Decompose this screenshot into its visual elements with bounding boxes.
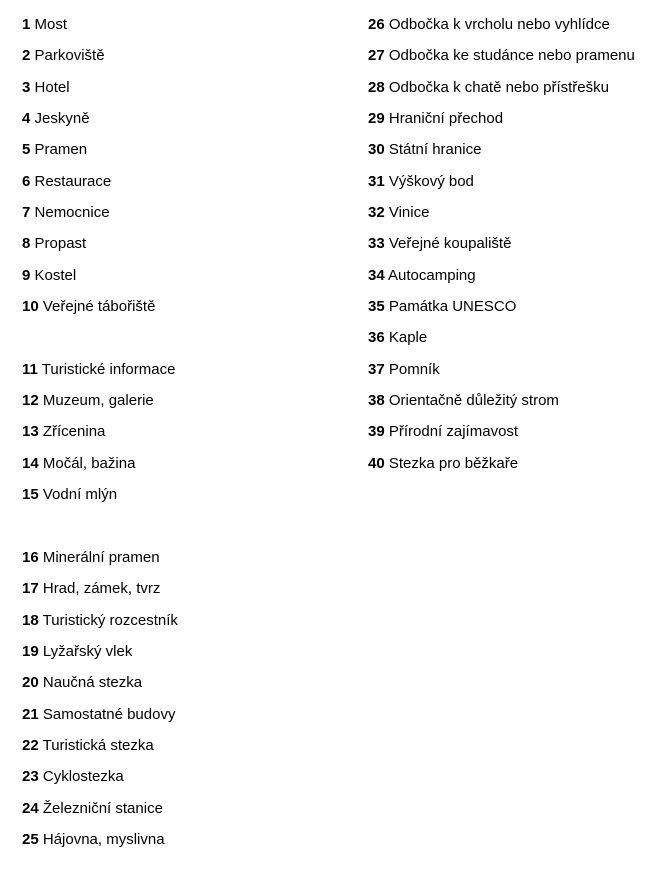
legend-item-label: Odbočka k vrcholu nebo vyhlídce xyxy=(388,16,610,33)
legend-item-label: Pomník xyxy=(388,360,440,378)
legend-item xyxy=(22,573,352,604)
legend-item xyxy=(368,103,654,134)
legend-item-number: 24 xyxy=(22,799,39,817)
legend-item xyxy=(22,72,352,103)
legend-item-number: 13 xyxy=(22,423,39,441)
legend-item xyxy=(368,72,654,103)
legend-item-label: Kaple xyxy=(388,329,428,347)
legend-item-label: Hájovna, myslivna xyxy=(42,830,165,848)
legend-item-number: 23 xyxy=(22,768,39,786)
legend-item-label: Památka UNESCO xyxy=(388,298,517,316)
legend-item xyxy=(22,9,352,40)
legend-item-label: Kostel xyxy=(34,266,77,284)
legend-item-label: Hrad, zámek, tvrz xyxy=(42,580,161,598)
legend-item xyxy=(368,40,654,71)
legend-item-number: 17 xyxy=(22,580,39,598)
legend-item-label: Odbočka k chatě nebo přístřešku xyxy=(388,78,609,96)
legend-item-number: 5 xyxy=(22,141,31,159)
legend-item xyxy=(22,134,352,165)
legend-item-label: Hotel xyxy=(34,78,70,96)
legend-item xyxy=(22,636,352,667)
legend-item xyxy=(368,322,654,353)
legend-item-label: Propast xyxy=(34,235,87,253)
legend-item xyxy=(22,824,352,855)
legend-item-label: Vodní mlýn xyxy=(42,486,118,504)
legend-item-number: 7 xyxy=(22,204,31,222)
legend-group xyxy=(22,9,352,322)
legend-item xyxy=(22,761,352,792)
legend-column-left xyxy=(22,9,352,855)
legend-item xyxy=(22,416,352,447)
legend-item-label: Veřejné tábořiště xyxy=(42,298,156,316)
legend-item xyxy=(22,228,352,259)
legend-item-number: 9 xyxy=(22,266,31,284)
legend-group xyxy=(22,354,352,511)
legend-item-number: 2 xyxy=(22,47,31,65)
legend-item-number: 21 xyxy=(22,705,39,723)
legend-item-number: 38 xyxy=(368,392,385,410)
legend-item-label: Naučná stezka xyxy=(42,674,143,692)
legend-item-label: Pramen xyxy=(34,141,88,159)
legend-item-label: Cyklostezka xyxy=(42,768,124,786)
legend-item-number: 28 xyxy=(368,78,385,96)
legend-item xyxy=(22,40,352,71)
legend-item-label: Jeskyně xyxy=(34,110,90,128)
legend-item-label: Samostatné budovy xyxy=(42,705,176,723)
legend-item-label: Nemocnice xyxy=(34,204,110,222)
legend-item-number: 14 xyxy=(22,454,39,472)
legend-item xyxy=(22,542,352,573)
legend-item-label: Močál, bažina xyxy=(42,454,136,472)
legend-item xyxy=(22,605,352,636)
legend-item-number: 15 xyxy=(22,486,39,504)
legend-item xyxy=(368,291,654,322)
legend-item-number: 11 xyxy=(22,360,38,378)
legend-item xyxy=(22,793,352,824)
legend-item-label: Minerální pramen xyxy=(42,548,160,566)
legend-item xyxy=(368,416,654,447)
legend-item-number: 36 xyxy=(368,329,385,347)
legend-item xyxy=(368,166,654,197)
legend-item-label: Turistický rozcestník xyxy=(42,611,178,629)
legend-item-label: Autocamping xyxy=(388,266,476,284)
legend-item xyxy=(22,103,352,134)
legend-item xyxy=(368,9,654,40)
legend-item-number: 40 xyxy=(368,454,385,472)
legend-item xyxy=(22,166,352,197)
legend-item-label: Vinice xyxy=(388,204,430,222)
legend-item-label: Stezka pro běžkaře xyxy=(388,454,519,472)
legend-item-label: Parkoviště xyxy=(34,47,105,65)
legend-item-label: Železniční stanice xyxy=(42,799,163,817)
legend-item-label: Muzeum, galerie xyxy=(42,392,154,410)
legend-item xyxy=(22,448,352,479)
legend-item-number: 20 xyxy=(22,674,39,692)
legend-item-label: Odbočka ke studánce nebo pramenu xyxy=(388,47,635,65)
legend-item-label: Výškový bod xyxy=(388,172,474,190)
legend-item-number: 26 xyxy=(368,16,385,33)
legend-item-number: 31 xyxy=(368,172,385,190)
legend-item-number: 25 xyxy=(22,830,39,848)
legend-item-number: 3 xyxy=(22,78,31,96)
legend-item-number: 16 xyxy=(22,548,39,566)
legend-item-number: 1 xyxy=(22,16,31,33)
legend-item-number: 22 xyxy=(22,736,39,754)
legend-item-label: Zřícenina xyxy=(42,423,106,441)
legend-item-label: Přírodní zajímavost xyxy=(388,423,519,441)
legend-item xyxy=(368,134,654,165)
legend-item-label: Hraniční přechod xyxy=(388,110,504,128)
legend-item xyxy=(22,479,352,510)
legend-item xyxy=(368,197,654,228)
legend-item-number: 33 xyxy=(368,235,385,253)
legend-item-number: 30 xyxy=(368,141,385,159)
legend-item-number: 32 xyxy=(368,204,385,222)
legend-item-number: 34 xyxy=(368,266,385,284)
legend-item xyxy=(22,699,352,730)
legend-item-number: 18 xyxy=(22,611,39,629)
legend-item xyxy=(22,260,352,291)
legend-item xyxy=(22,354,352,385)
legend-column-right xyxy=(368,9,654,479)
legend-item xyxy=(368,448,654,479)
legend-item xyxy=(368,260,654,291)
legend-item-number: 10 xyxy=(22,298,39,316)
legend-item-label: Orientačně důležitý strom xyxy=(388,392,559,410)
legend-item xyxy=(368,385,654,416)
legend-item xyxy=(368,228,654,259)
legend-item-label: Lyžařský vlek xyxy=(42,642,133,660)
legend-item xyxy=(22,667,352,698)
legend-item-number: 6 xyxy=(22,172,31,190)
legend-item xyxy=(22,385,352,416)
legend-item-label: Turistické informace xyxy=(41,360,176,378)
legend-group xyxy=(368,9,654,479)
legend-item xyxy=(368,354,654,385)
legend-group xyxy=(22,542,352,855)
legend-item-number: 4 xyxy=(22,110,31,128)
legend-item-number: 19 xyxy=(22,642,39,660)
legend-item xyxy=(22,197,352,228)
legend-item-number: 39 xyxy=(368,423,385,441)
legend-item-number: 27 xyxy=(368,47,385,65)
legend-item-label: Most xyxy=(34,16,68,33)
legend-item-label: Státní hranice xyxy=(388,141,482,159)
legend-item-number: 29 xyxy=(368,110,385,128)
legend-item-label: Veřejné koupaliště xyxy=(388,235,512,253)
legend-item-number: 37 xyxy=(368,360,385,378)
legend-item-number: 35 xyxy=(368,298,385,316)
legend-item-number: 8 xyxy=(22,235,31,253)
legend-item xyxy=(22,291,352,322)
legend-item-label: Turistická stezka xyxy=(42,736,154,754)
legend-item-number: 12 xyxy=(22,392,39,410)
legend-item xyxy=(22,730,352,761)
legend-item-label: Restaurace xyxy=(34,172,112,190)
